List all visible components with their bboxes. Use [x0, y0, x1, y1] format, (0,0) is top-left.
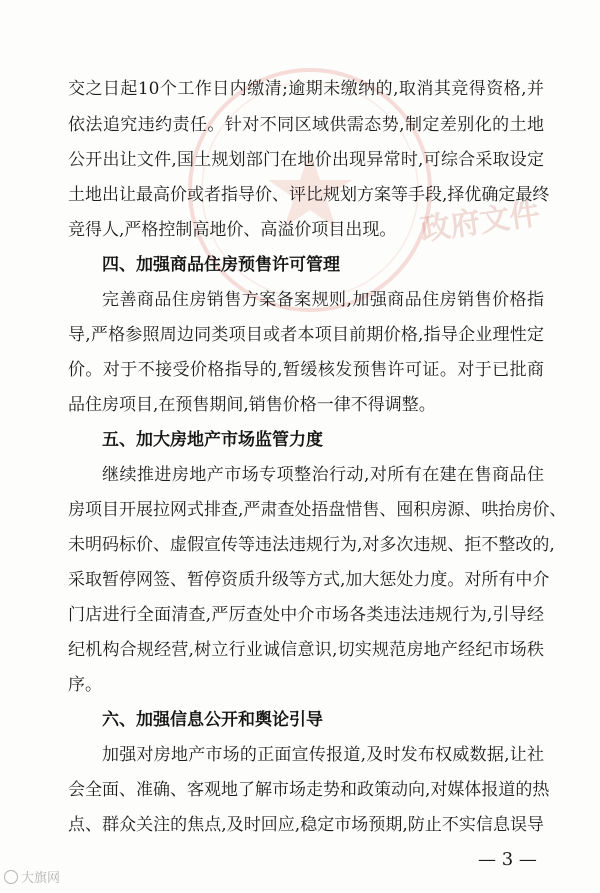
body-text-line: 品住房项目,在预售期间,销售价格一律不得调整。: [68, 395, 436, 415]
body-text-line: 竞得人,严格控制高地价、高溢价项目出现。: [68, 220, 397, 240]
section-heading: 四、加强商品住房预售许可管理: [102, 255, 340, 275]
body-text-line: 公开出让文件,国土规划部门在地价出现异常时,可综合采取设定: [68, 150, 544, 170]
body-text-line: 门店进行全面清查,严厉查处中介市场各类违法违规行为,引导经: [68, 605, 544, 625]
corner-watermark: [4, 870, 60, 887]
body-text-line: 点、群众关注的焦点,及时回应,稳定市场预期,防止不实信息误导: [68, 815, 544, 835]
body-text-line: 继续推进房地产市场专项整治行动,对所有在建在售商品住: [102, 465, 544, 485]
body-text-line: 交之日起10个工作日内缴清;逾期未缴纳的,取消其竞得资格,并: [68, 79, 544, 99]
body-text-line: 采取暂停网签、暂停资质升级等方式,加大惩处力度。对所有中介: [68, 570, 550, 590]
body-text-line: 依法追究违约责任。针对不同区域供需态势,制定差别化的土地: [68, 115, 544, 135]
body-text-line: 导,严格参照周边同类项目或者本项目前期价格,指导企业理性定: [68, 325, 544, 345]
body-text-line: 会全面、准确、客观地了解市场走势和政策动向,对媒体报道的热: [68, 780, 550, 800]
body-text-line: 加强对房地产市场的正面宣传报道,及时发布权威数据,让社: [102, 745, 544, 765]
body-text-line: 纪机构合规经营,树立行业诚信意识,切实规范房地产经纪市场秩: [68, 640, 544, 660]
page-number: — 3 —: [478, 849, 537, 870]
body-text-line: 价。对于不接受价格指导的,暂缓核发预售许可证。对于已批商: [68, 360, 544, 380]
svg-text:政府文件: 政府文件: [418, 196, 542, 248]
body-text-line: 完善商品住房销售方案备案规则,加强商品住房销售价格指: [102, 290, 544, 310]
body-text-line: 房项目开展拉网式排查,严肃查处捂盘惜售、囤积房源、哄抬房价、: [68, 500, 567, 520]
section-heading: 五、加大房地产市场监管力度: [102, 430, 323, 450]
body-text-line: 土地出让最高价或者指导价、评比规划方案等手段,择优确定最终: [68, 185, 550, 205]
section-heading: 六、加强信息公开和舆论引导: [102, 710, 323, 730]
body-text-line: 序。: [68, 675, 102, 695]
watermark-logo-icon: [4, 870, 18, 884]
watermark-text: 大旗网: [21, 871, 61, 886]
body-text-line: 未明码标价、虚假宣传等违法违规行为,对多次违规、拒不整改的,: [68, 535, 555, 555]
